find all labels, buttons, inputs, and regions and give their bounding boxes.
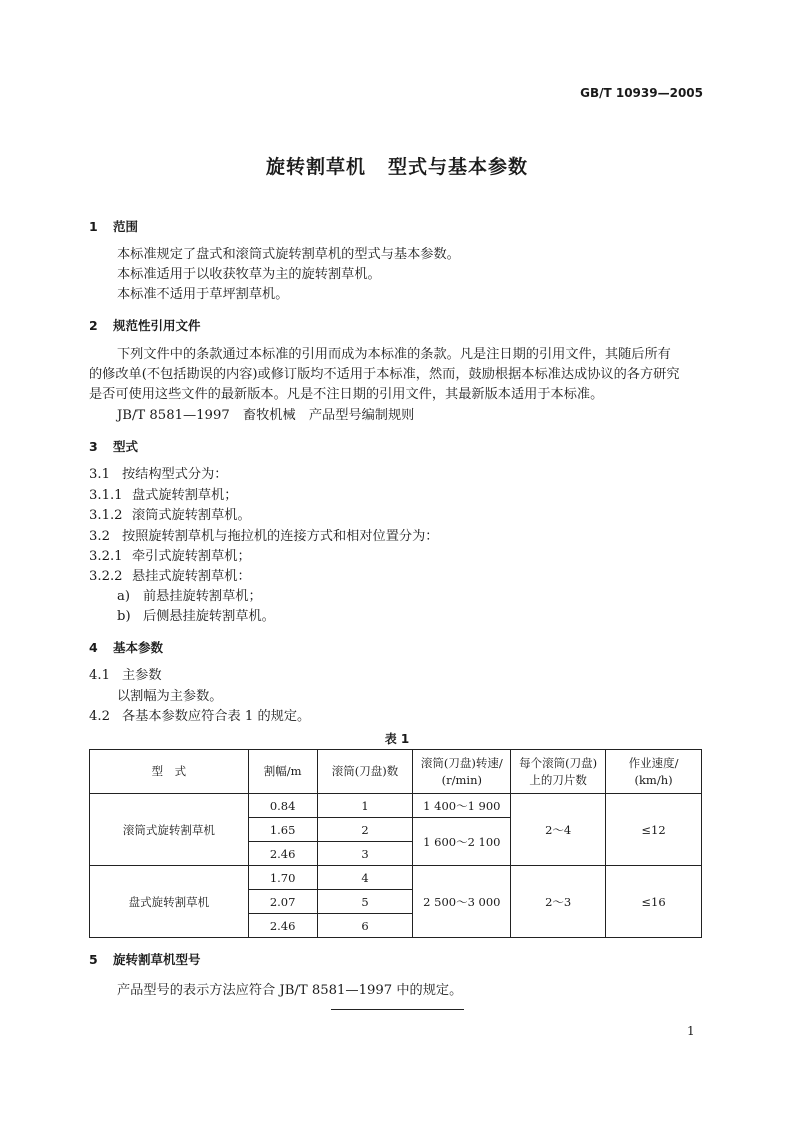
end-rule: [331, 1009, 464, 1010]
cell-width: 2.07: [248, 890, 317, 914]
list-item-b: b) 后侧悬挂旋转割草机。: [117, 609, 275, 624]
cell-blades: 2～4: [511, 794, 606, 866]
cell-type: 滚筒式旋转割草机: [90, 794, 249, 866]
cell-width: 0.84: [248, 794, 317, 818]
cell-drums: 3: [317, 842, 413, 866]
cell-work-speed: ≤12: [606, 794, 702, 866]
standard-code: GB/T 10939—2005: [580, 86, 703, 100]
section-2-heading: 2 规范性引用文件: [89, 318, 201, 333]
page-number: 1: [687, 1024, 695, 1038]
cell-drums: 6: [317, 914, 413, 938]
clause-3-2-2: 3.2.2 悬挂式旋转割草机：: [89, 569, 251, 584]
header-blades: 每个滚筒(刀盘) 上的刀片数: [511, 750, 606, 794]
document-title: [0, 152, 794, 179]
cell-drums: 2: [317, 818, 413, 842]
paragraph: 是否可使用这些文件的最新版本。凡是不注日期的引用文件，其最新版本适用于本标准。: [89, 387, 604, 402]
header-type: 型 式: [90, 750, 249, 794]
cell-speed: 1 600～2 100: [413, 818, 511, 866]
cell-speed: 1 400～1 900: [413, 794, 511, 818]
cell-width: 1.65: [248, 818, 317, 842]
title-part-1: 旋转割草机: [265, 156, 366, 178]
paragraph: 产品型号的表示方法应符合 JB/T 8581—1997 中的规定。: [117, 983, 463, 998]
cell-blades: 2～3: [511, 866, 606, 938]
clause-3-2: 3.2 按照旋转割草机与拖拉机的连接方式和相对位置分为：: [89, 529, 439, 544]
header-speed: 滚筒(刀盘)转速/ (r/min): [413, 750, 511, 794]
clause-3-2-1: 3.2.1 牵引式旋转割草机；: [89, 549, 251, 564]
header-width: 割幅/m: [248, 750, 317, 794]
section-4-heading: 4 基本参数: [89, 640, 164, 655]
cell-speed: 2 500～3 000: [413, 866, 511, 938]
table-header-row: [90, 750, 702, 794]
cell-drums: 5: [317, 890, 413, 914]
normative-reference: JB/T 8581—1997 畜牧机械 产品型号编制规则: [117, 408, 415, 423]
paragraph: 下列文件中的条款通过本标准的引用而成为本标准的条款。凡是注日期的引用文件，其随后所有: [117, 347, 671, 362]
table-row: [90, 794, 702, 818]
table-caption: 表 1: [384, 732, 410, 746]
cell-drums: 1: [317, 794, 413, 818]
section-1-heading: 1 范围: [89, 219, 139, 234]
paragraph: 的修改单(不包括勘误的内容)或修订版均不适用于本标准，然而，鼓励根据本标准达成协议的各方研究: [89, 367, 680, 382]
header-work-speed: 作业速度/ (km/h): [606, 750, 702, 794]
title-part-2: 型式与基本参数: [388, 156, 529, 178]
clause-3-1: 3.1 按结构型式分为：: [89, 467, 228, 482]
paragraph: 本标准规定了盘式和滚筒式旋转割草机的型式与基本参数。: [117, 247, 460, 262]
paragraph: 本标准不适用于草坪割草机。: [117, 287, 289, 302]
header-drums: 滚筒(刀盘)数: [317, 750, 413, 794]
paragraph: 以割幅为主参数。: [117, 689, 223, 704]
clause-3-1-2: 3.1.2 滚筒式旋转割草机。: [89, 508, 251, 523]
section-3-heading: 3 型式: [89, 439, 139, 454]
table-row: [90, 866, 702, 890]
clause-3-1-1: 3.1.1 盘式旋转割草机；: [89, 488, 238, 503]
clause-4-1: 4.1 主参数: [89, 668, 162, 683]
clause-4-2: 4.2 各基本参数应符合表 1 的规定。: [89, 709, 311, 724]
parameters-table: [89, 749, 702, 938]
paragraph: 本标准适用于以收获牧草为主的旋转割草机。: [117, 267, 381, 282]
list-item-a: a) 前悬挂旋转割草机；: [117, 589, 262, 604]
cell-width: 1.70: [248, 866, 317, 890]
cell-width: 2.46: [248, 842, 317, 866]
cell-work-speed: ≤16: [606, 866, 702, 938]
cell-width: 2.46: [248, 914, 317, 938]
section-5-heading: 5 旋转割草机型号: [89, 952, 201, 967]
cell-type: 盘式旋转割草机: [90, 866, 249, 938]
cell-drums: 4: [317, 866, 413, 890]
